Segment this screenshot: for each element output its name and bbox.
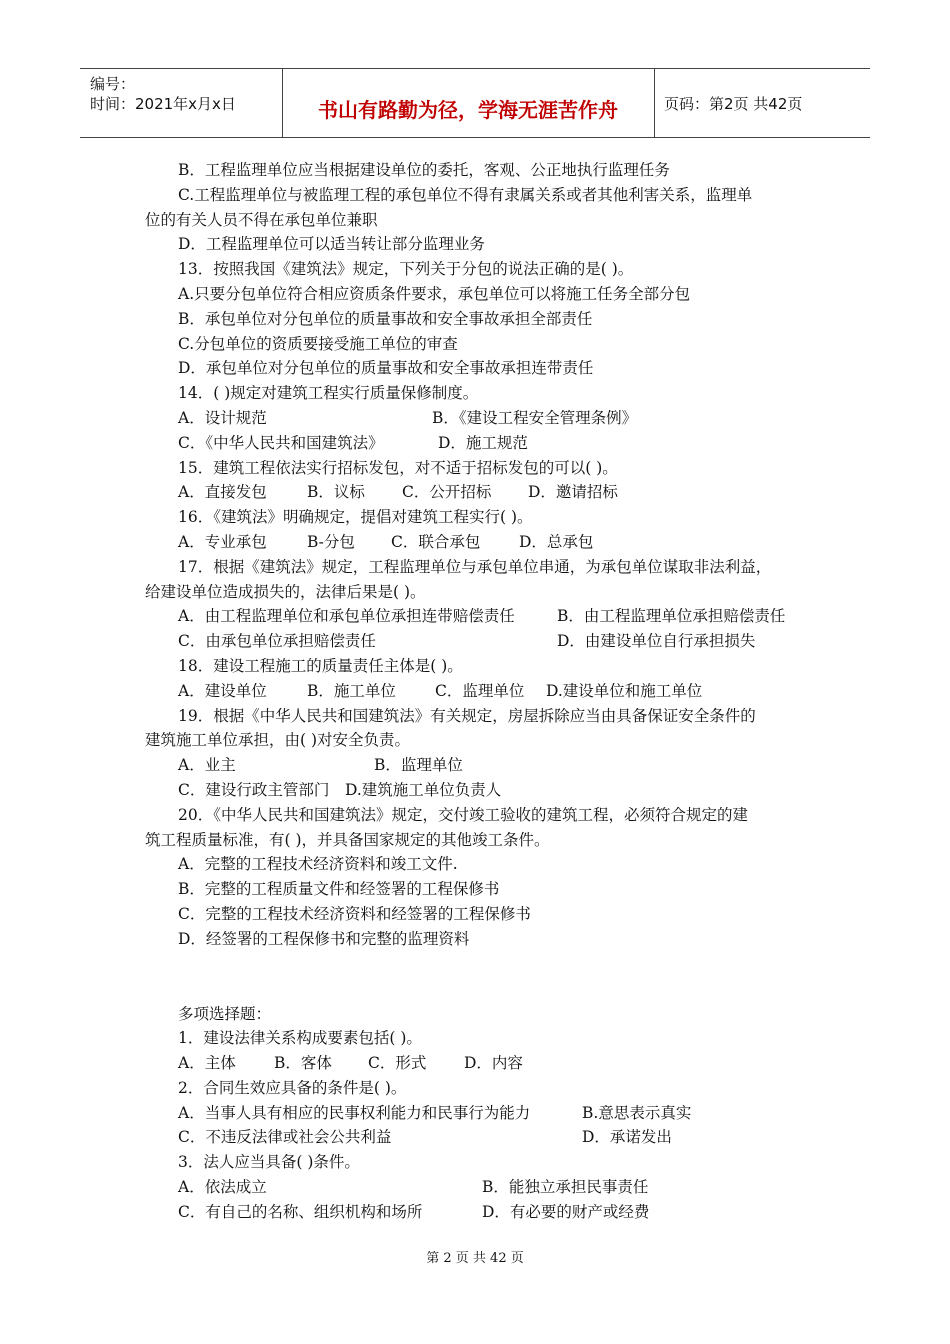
- option-c: C．联合承包: [391, 532, 481, 551]
- option-a: A．业主: [178, 756, 236, 775]
- question-continuation: 建筑施工单位承担，由( )对安全负责。: [145, 731, 411, 750]
- question-m2: 2．合同生效应具备的条件是( )。: [178, 1078, 407, 1097]
- header-slogan: 书山有路勤为径，学海无涯苦作舟: [318, 98, 618, 122]
- question-13: 13．按照我国《建筑法》规定，下列关于分包的说法正确的是( )。: [178, 260, 634, 279]
- option-row: [145, 629, 810, 654]
- option-d: D．承诺发出: [582, 1128, 672, 1147]
- option-a: A．设计规范: [178, 408, 267, 427]
- option-a: A．建设单位: [178, 681, 267, 700]
- option-line: A.只要分包单位符合相应资质条件要求，承包单位可以将施工任务全部分包: [178, 284, 691, 303]
- question-m3: 3．法人应当具备( )条件。: [178, 1153, 360, 1172]
- option-c: C．不违反法律或社会公共利益: [178, 1128, 392, 1147]
- option-row: [145, 431, 810, 456]
- option-a: A．依法成立: [178, 1178, 267, 1197]
- header-middle-cell: [282, 69, 655, 137]
- option-b: B.意思表示真实: [582, 1103, 692, 1122]
- option-a: A．当事人具有相应的民事权利能力和民事行为能力: [178, 1103, 531, 1122]
- question-14: 14．( )规定对建筑工程实行质量保修制度。: [178, 384, 479, 403]
- option-d: D．总承包: [519, 532, 594, 551]
- option-c: C．《中华人民共和国建筑法》: [178, 433, 384, 452]
- option-d: D．邀请招标: [528, 483, 618, 502]
- option-d: D．由建设单位自行承担损失: [557, 632, 756, 651]
- document-body: [145, 158, 810, 1225]
- option-c: C．建设行政主管部门: [178, 780, 330, 799]
- option-b: B．客体: [274, 1054, 332, 1073]
- option-line: B．承包单位对分包单位的质量事故和安全事故承担全部责任: [178, 309, 593, 328]
- option-row: [145, 1125, 810, 1150]
- option-line: C.工程监理单位与被监理工程的承包单位不得有隶属关系或者其他利害关系，监理单: [178, 185, 753, 204]
- page-footer: 第 2 页 共 42 页: [426, 1251, 524, 1266]
- document-number-label: 编号：: [90, 75, 136, 93]
- option-b: B．能独立承担民事责任: [482, 1178, 649, 1197]
- option-row: [145, 1051, 810, 1076]
- question-16: 16．《建筑法》明确规定，提倡对建筑工程实行( )。: [178, 508, 533, 527]
- page-header: [80, 68, 870, 138]
- option-d: D．有必要的财产或经费: [482, 1202, 650, 1221]
- option-row: [145, 530, 810, 555]
- option-a: A．主体: [178, 1054, 236, 1073]
- option-d: D.建设单位和施工单位: [546, 681, 703, 700]
- option-line: B．工程监理单位应当根据建设单位的委托，客观、公正地执行监理任务: [178, 161, 670, 179]
- option-line: D．承包单位对分包单位的质量事故和安全事故承担连带责任: [178, 359, 594, 378]
- question-15: 15．建筑工程依法实行招标发包，对不适于招标发包的可以( )。: [178, 458, 618, 477]
- option-b: B-分包: [307, 532, 355, 551]
- option-row: [145, 753, 810, 778]
- question-19: 19．根据《中华人民共和国建筑法》有关规定，房屋拆除应当由具备保证安全条件的: [178, 706, 756, 725]
- option-row: [145, 1200, 810, 1225]
- header-right-cell: [654, 69, 870, 137]
- section-heading-multiple-choice: 多项选择题：: [178, 1004, 272, 1023]
- option-line: A．完整的工程技术经济资料和竣工文件.: [178, 855, 458, 874]
- option-line: C．完整的工程技术经济资料和经签署的工程保修书: [178, 904, 531, 923]
- option-row: [145, 604, 810, 629]
- option-row: [145, 406, 810, 431]
- option-row: [145, 679, 810, 704]
- option-line: C.分包单位的资质要接受施工单位的审查: [178, 334, 458, 353]
- question-m1: 1．建设法律关系构成要素包括( )。: [178, 1029, 422, 1048]
- option-line: D．工程监理单位可以适当转让部分监理业务: [178, 235, 485, 254]
- option-row: [145, 480, 810, 505]
- option-b: B．监理单位: [374, 756, 463, 775]
- option-c: C．公开招标: [402, 483, 492, 502]
- option-line: B．完整的工程质量文件和经签署的工程保修书: [178, 880, 500, 899]
- option-line-continuation: 位的有关人员不得在承包单位兼职: [145, 210, 378, 229]
- option-b: B．议标: [307, 483, 365, 502]
- option-c: C．由承包单位承担赔偿责任: [178, 632, 376, 651]
- option-d: D．内容: [464, 1054, 523, 1073]
- option-row: [145, 1175, 810, 1200]
- header-left-cell: [80, 69, 283, 137]
- option-c: C．监理单位: [435, 681, 525, 700]
- option-b: B．《建设工程安全管理条例》: [432, 408, 638, 427]
- question-17: 17．根据《建筑法》规定，工程监理单位与承包单位串通，为承包单位谋取非法利益，: [178, 557, 772, 576]
- section-spacer: [145, 952, 810, 1002]
- option-row: [145, 778, 810, 803]
- option-a: A．专业承包: [178, 532, 267, 551]
- question-20: 20．《中华人民共和国建筑法》规定，交付竣工验收的建筑工程，必须符合规定的建: [178, 805, 748, 824]
- header-page-info: 页码：第2页 共42页: [664, 95, 803, 113]
- question-continuation: 给建设单位造成损失的，法律后果是( )。: [145, 582, 426, 601]
- option-b: B．由工程监理单位承担赔偿责任: [557, 607, 786, 626]
- option-a: A．直接发包: [178, 483, 267, 502]
- document-date-label: 时间：2021年x月x日: [90, 95, 236, 113]
- option-d: D．施工规范: [438, 433, 528, 452]
- option-d: D.建筑施工单位负责人: [345, 780, 502, 799]
- option-b: B．施工单位: [307, 681, 396, 700]
- option-c: C．有自己的名称、组织机构和场所: [178, 1202, 423, 1221]
- option-a: A．由工程监理单位和承包单位承担连带赔偿责任: [178, 607, 515, 626]
- option-row: [145, 1101, 810, 1126]
- option-line: D．经签署的工程保修书和完整的监理资料: [178, 929, 470, 948]
- question-18: 18．建设工程施工的质量责任主体是( )。: [178, 656, 463, 675]
- option-c: C．形式: [368, 1054, 427, 1073]
- question-continuation: 筑工程质量标准，有( )，并具备国家规定的其他竣工条件。: [145, 830, 550, 849]
